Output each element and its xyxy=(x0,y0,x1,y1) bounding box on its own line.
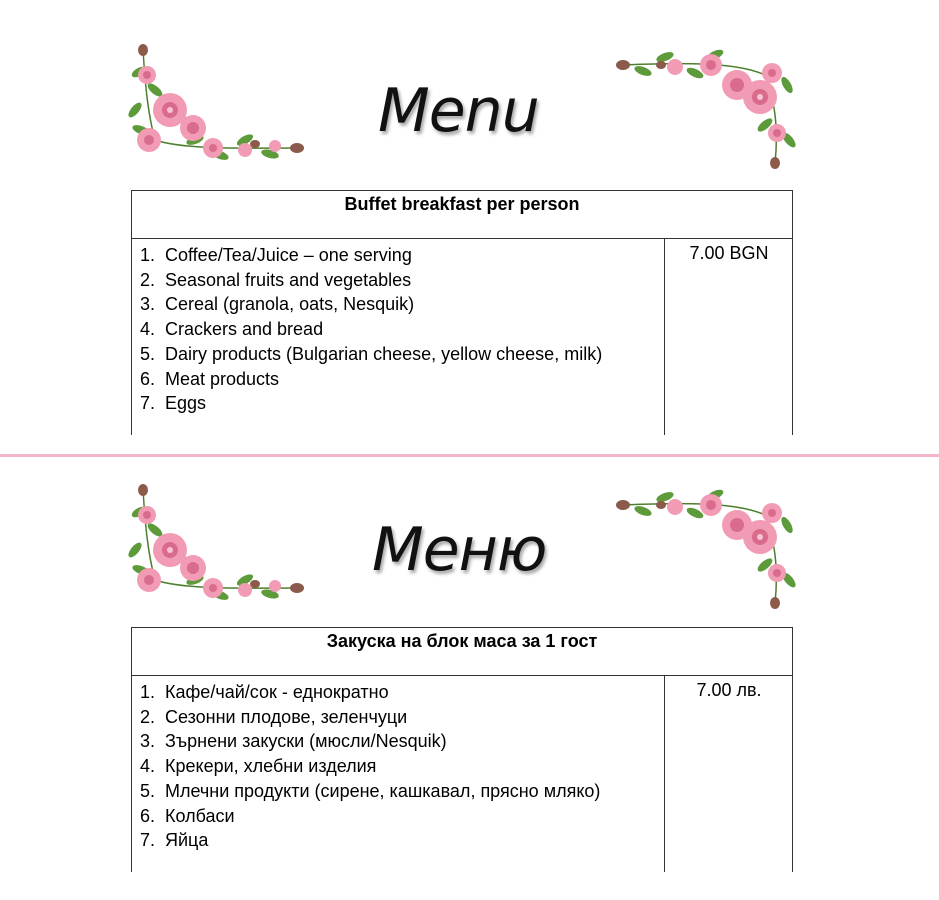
list-item: 5. Dairy products (Bulgarian cheese, yellow cheese, milk) xyxy=(140,343,603,364)
list-item: 1. Кафе/чай/сок - еднократно xyxy=(140,682,389,702)
rose-corner-right-icon xyxy=(615,485,800,610)
list-item: 2. Seasonal fruits and vegetables xyxy=(140,269,412,290)
table-body xyxy=(131,676,793,872)
menu-title: Меню xyxy=(372,515,547,585)
list-item: 7. Яйца xyxy=(140,830,209,851)
menu-item-list xyxy=(140,243,602,416)
list-item: 7. Eggs xyxy=(140,393,207,414)
list-item: 1. Coffee/Tea/Juice – one serving xyxy=(140,245,412,265)
list-item: 3. Зърнени закуски (мюсли/Nesquik) xyxy=(140,731,447,752)
menu-table xyxy=(131,627,793,872)
price-value: 7.00 лв. xyxy=(696,680,762,700)
rose-corner-left-icon xyxy=(125,480,310,605)
rose-corner-right-icon xyxy=(615,45,800,170)
menu-title: Menu xyxy=(378,76,539,146)
rose-corner-left-icon xyxy=(125,40,310,165)
list-item: 6. Meat products xyxy=(140,368,280,389)
table-header: Закуска на блок маса за 1 гост xyxy=(131,627,793,676)
list-item: 6. Колбаси xyxy=(140,805,235,826)
section-divider xyxy=(0,454,939,457)
list-item: 3. Cereal (granola, oats, Nesquik) xyxy=(140,294,415,315)
menu-item-list xyxy=(140,680,600,853)
price-value: 7.00 BGN xyxy=(689,243,769,263)
table-header: Buffet breakfast per person xyxy=(131,190,793,239)
table-body xyxy=(131,239,793,435)
list-item: 5. Млечни продукти (сирене, кашкавал, прясно мляко) xyxy=(140,780,601,801)
list-item: 4. Крекери, хлебни изделия xyxy=(140,756,377,777)
list-item: 4. Crackers and bread xyxy=(140,319,324,340)
menu-table xyxy=(131,190,793,435)
list-item: 2. Сезонни плодове, зеленчуци xyxy=(140,706,408,727)
menu-section-bulgarian xyxy=(0,460,939,900)
